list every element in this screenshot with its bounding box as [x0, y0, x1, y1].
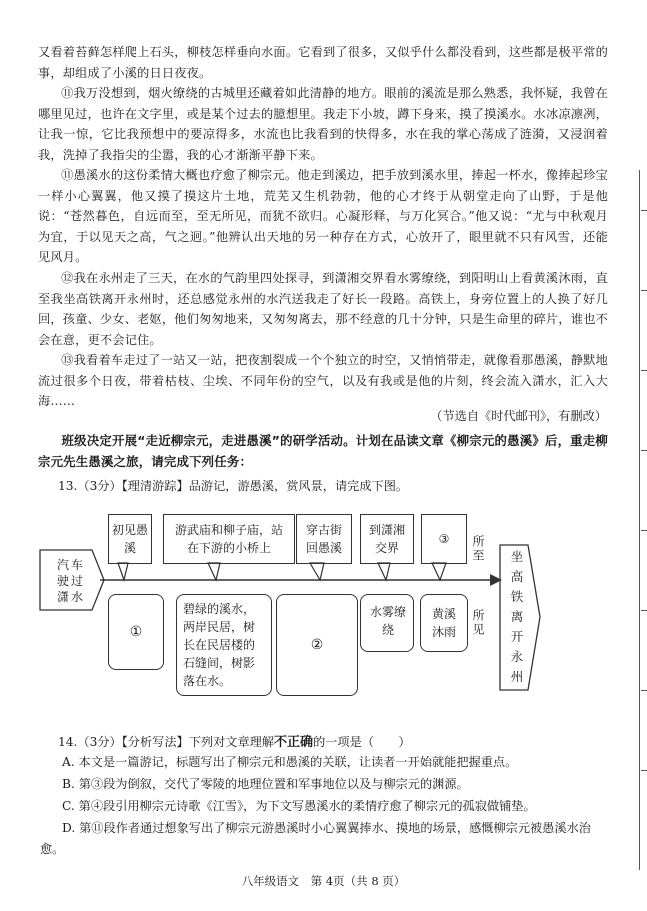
bottom-box-5: 黄溪沐雨	[431, 607, 456, 639]
paragraph-12: ⑫我在永州走了三天，在水的气韵里四处探寻，到潇湘交界看水雾缭绕，到阳明山上看黄溪沐雨，直至我坐高铁离开永州时，还总感觉永州的水汽送我走了好长一段路。高铁上，身旁位置上的人换了好几回，孩童、少女、老妪，他们匆匆地来，又匆匆离去，那不经意的几十分钟，只是生命里的碎片，谁也不会在意，更不会记住。	[38, 271, 608, 347]
binding-mark	[641, 290, 647, 291]
option-b: B. 第③段为倒叙，交代了零陵的地理位置和军事地位以及与柳宗元的渊源。	[62, 777, 469, 791]
option-c: C. 第④段引用柳宗元诗歌《江雪》，为下文写愚溪水的柔情疗愈了柳宗元的孤寂做铺垫。	[62, 799, 536, 813]
bottom-box-4: 水雾缭绕	[369, 605, 406, 637]
option-a: A. 本文是一篇游记，标题写出了柳宗元和愚溪的关联，让读者一开始就能把握重点。	[62, 755, 518, 769]
binding-mark	[641, 690, 647, 691]
question-14: 14.（3分）【分析写法】下列对文章理解不正确的一项是（ ）	[58, 735, 411, 750]
top-box-1: 初见愚溪	[108, 514, 152, 564]
paragraph-11b: ⑪愚溪水的这份柔情大概也疗愈了柳宗元。他走到溪边，把手放到溪水里，捧起一杯水，像捧起珍宝一样小心翼翼，他又摸了摸这片土地，荒芜又生机勃勃，他的心才终于从朝堂走向了山野，于是他说：“苍然暮色，自远而至，至无所见，而犹不欲归。心凝形释，与万化冥合。”他又说：“尤与中秋观月为宜，于以见天之高，气之迥。”他辨认出天地的另一种存在方式，心放开了，眼里就不只有风雪，还能见风月。	[38, 168, 608, 265]
bottom-box-4-frame	[360, 594, 414, 652]
top-box-5: ③	[421, 514, 467, 564]
page-footer: 八年级语文 第 4页（共 8 页）	[241, 874, 406, 888]
binding-mark	[641, 370, 647, 371]
bottom-box-2: 碧绿的溪水，两岸民居，树长在民居楼的石缝间，树影落在水。	[176, 594, 272, 696]
top-box-4: 到潇湘交界	[360, 514, 414, 564]
binding-mark	[641, 210, 647, 211]
right-binding-line	[639, 170, 640, 870]
top-box-2: 游武庙和柳子庙，站在下游的小桥上	[163, 514, 295, 564]
top-box-3: 穿古街回愚溪	[296, 514, 352, 564]
binding-mark	[641, 450, 647, 451]
paragraph-11: ⑪我万没想到，烟火缭绕的古城里还藏着如此清静的地方。眼前的溪流是那么熟悉，我怀疑，我曾在哪里见过，也许在文字里，或是某个过去的臆想里。我走下小坡，蹲下身来，摸了摸溪水。水冰凉凛冽，让我一惊，它比我预想中的要凉得多，水流也比我看到的快得多，水在我的掌心荡成了涟漪，又浸润着我，洗掉了我指尖的尘嚣，我的心才渐渐平静下来。	[38, 86, 608, 162]
question-13: 13.（3分）【理清游踪】品游记，游愚溪，赏风景，请完成下图。	[58, 479, 409, 493]
binding-mark	[641, 530, 647, 531]
bottom-box-3: ②	[276, 594, 358, 696]
start-label: 汽车驶过潇水	[56, 558, 85, 604]
option-d: D. 第⑪段作者通过想象写出了柳宗元游愚溪时小心翼翼捧水、摸地的场景，感慨柳宗元被愚溪水治愈。	[40, 821, 591, 856]
paragraph-13: ⑬我看着车走过了一站又一站，把夜割裂成一个个独立的时空，又悄悄带走，就像看那愚溪，静默地流过很多个日夜，带着枯枝、尘埃、不同年份的空气，以及有我或是他的片刻，终会流入潇水，汇入大海……	[38, 353, 608, 409]
binding-mark	[641, 770, 647, 771]
end-label: 坐高铁离开永州	[510, 549, 524, 684]
binding-mark	[641, 610, 647, 611]
bottom-box-1: ①	[108, 594, 164, 670]
label-suojian: 所见	[471, 609, 485, 637]
task-instruction: 班级决定开展“走近柳宗元，走进愚溪”的研学活动。计划在品读文章《柳宗元的愚溪》后，重走柳宗元先生愚溪之旅，请完成下列任务：	[38, 433, 608, 469]
source-note: （节选自《时代邮刊》，有删改）	[430, 409, 607, 423]
bottom-box-5-frame	[420, 594, 468, 652]
label-suozhi: 所至	[471, 535, 485, 563]
paragraph-continuation: 又看着苔藓怎样爬上石头，柳枝怎样垂向水面。它看到了很多，又似乎什么都没看到，这些都是极平常的事，却组成了小溪的日日夜夜。	[38, 45, 608, 80]
